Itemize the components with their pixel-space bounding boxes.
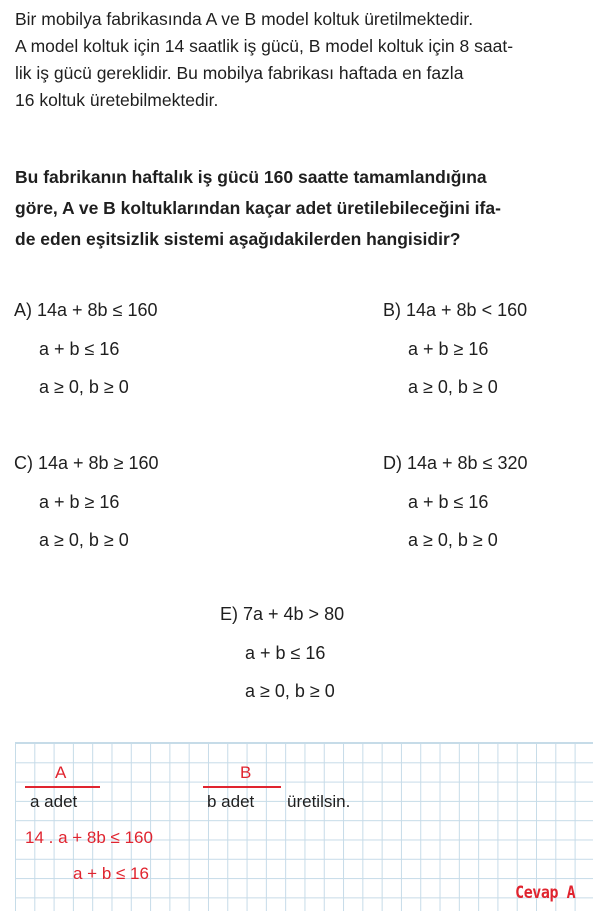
option-d-inequality-3: a ≥ 0, b ≥ 0 [408, 530, 498, 550]
option-a[interactable] [14, 300, 254, 400]
option-b[interactable] [383, 300, 583, 400]
option-e-inequality-2: a + b ≤ 16 [245, 643, 326, 663]
problem-statement [15, 6, 591, 114]
option-c[interactable] [14, 453, 254, 553]
option-c-inequality-1: C) 14a + 8b ≥ 160 [14, 453, 159, 473]
question-line: de eden eşitsizlik sistemi aşağıdakilerden hangisidir? [15, 229, 461, 249]
solution-equation-1: 14 . a + 8b ≤ 160 [25, 828, 153, 847]
fraction-b-denominator: b adet [207, 792, 255, 811]
intro-line: lik iş gücü gereklidir. Bu mobilya fabrikası haftada en fazla [15, 63, 464, 83]
option-e-inequality-1: E) 7a + 4b > 80 [220, 604, 345, 624]
question-text [15, 162, 593, 255]
option-a-inequality-1: A) 14a + 8b ≤ 160 [14, 300, 158, 320]
fraction-a-numerator: A [55, 763, 67, 782]
option-e-inequality-3: a ≥ 0, b ≥ 0 [245, 681, 335, 701]
option-a-inequality-3: a ≥ 0, b ≥ 0 [39, 377, 129, 397]
option-a-inequality-2: a + b ≤ 16 [39, 339, 120, 359]
fraction-a-bar [25, 786, 100, 788]
option-b-inequality-1: B) 14a + 8b < 160 [383, 300, 528, 320]
option-d-inequality-1: D) 14a + 8b ≤ 320 [383, 453, 528, 473]
answer-label: Cevap A [515, 883, 575, 903]
question-line: göre, A ve B koltuklarından kaçar adet üretilebileceğini ifa- [15, 198, 501, 218]
option-d-inequality-2: a + b ≤ 16 [408, 492, 489, 512]
option-e[interactable] [220, 604, 420, 704]
option-b-inequality-3: a ≥ 0, b ≥ 0 [408, 377, 498, 397]
option-c-inequality-3: a ≥ 0, b ≥ 0 [39, 530, 129, 550]
option-d[interactable] [383, 453, 583, 553]
intro-line: Bir mobilya fabrikasında A ve B model koltuk üretilmektedir. [15, 9, 474, 29]
intro-line: 16 koltuk üretebilmektedir. [15, 90, 219, 110]
solution-equation-2: a + b ≤ 16 [73, 864, 149, 883]
fraction-b-bar [203, 786, 281, 788]
question-line: Bu fabrikanın haftalık iş gücü 160 saatte tamamlandığına [15, 167, 487, 187]
option-c-inequality-2: a + b ≥ 16 [39, 492, 120, 512]
fraction-a-denominator: a adet [30, 792, 78, 811]
produce-text: üretilsin. [287, 792, 351, 811]
intro-line: A model koltuk için 14 saatlik iş gücü, B model koltuk için 8 saat- [15, 36, 514, 56]
solution-box [15, 742, 593, 911]
fraction-b-numerator: B [240, 763, 252, 782]
option-b-inequality-2: a + b ≥ 16 [408, 339, 489, 359]
